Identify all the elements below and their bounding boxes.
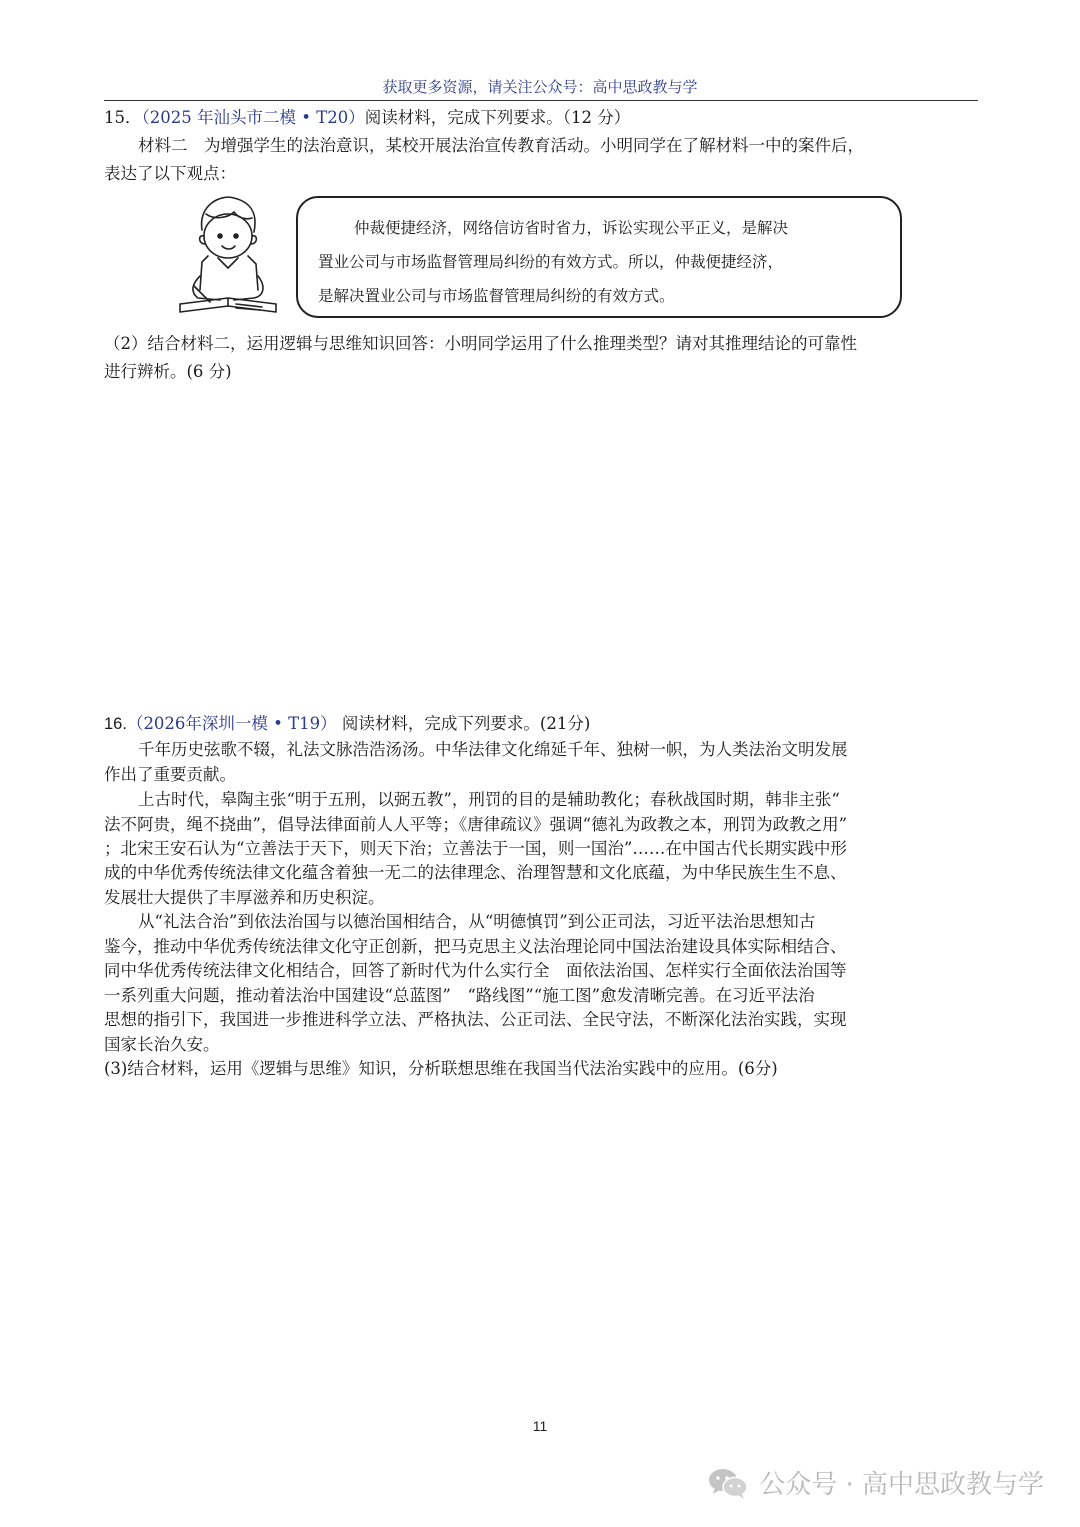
q16-number: 16.	[104, 715, 127, 733]
wechat-icon	[707, 1466, 749, 1500]
q16-p1-line-2: 作出了重要贡献。	[104, 765, 236, 784]
student-writing-illustration	[172, 190, 282, 320]
speech-bubble	[296, 196, 902, 318]
q16-p2-line-4: 成的中华优秀传统法律文化蕴含着独一无二的法律理念、治理智慧和文化底蕴，为中华民族生生不息、	[104, 863, 847, 882]
q16-p2-line-1: 上古时代，皋陶主张“明于五刑，以弼五教”，刑罚的目的是辅助教化；春秋战国时期，韩非主张“	[138, 790, 840, 809]
q16-p2-line-2: 法不阿贵，绳不挠曲”，倡导法律面前人人平等；《唐律疏议》强调“德礼为政教之本，刑罚为政教之用”	[104, 815, 848, 834]
q16-p2-line-3: ；北宋王安石认为“立善法于天下，则天下治；立善法于一国，则一国治”……在中国古代长期实践中形	[104, 839, 847, 858]
bubble-line-2: 置业公司与市场监督管理局纠纷的有效方式。所以，仲裁便捷经济，	[318, 253, 784, 271]
q16-p3-line-1: 从“礼法合治”到依法治国与以德治国相结合，从“明德慎罚”到公正司法，习近平法治思想知古	[138, 912, 816, 931]
q16-source: （2026年深圳一模 • T19）	[126, 714, 337, 733]
q16-p3-line-4: 一系列重大问题，推动着法治中国建设“总蓝图” “路线图”“施工图”愈发清晰完善。在习近平法治	[104, 986, 815, 1005]
bubble-line-3: 是解决置业公司与市场监督管理局纠纷的有效方式。	[318, 287, 675, 305]
q16-question: (3)结合材料，运用《逻辑与思维》知识，分析联想思维在我国当代法治实践中的应用。(6分)	[104, 1059, 778, 1078]
q16-instruction: 阅读材料，完成下列要求。(21分)	[336, 714, 591, 733]
q15-heading	[104, 106, 630, 130]
footer-watermark	[707, 1464, 1044, 1501]
q15-instruction: 阅读材料，完成下列要求。（12 分）	[364, 108, 631, 127]
bubble-line-1: 仲裁便捷经济，网络信访省时省力，诉讼实现公平正义，是解决	[354, 219, 789, 237]
header-banner: 获取更多资源，请关注公众号：高中思政教与学	[382, 78, 698, 96]
q15-source: （2025 年汕头市二模 • T20）	[141, 108, 365, 127]
page-number: 11	[532, 1418, 548, 1434]
q15-question-line-1: （2）结合材料二，运用逻辑与思维知识回答：小明同学运用了什么推理类型？请对其推理结论的可靠性	[104, 334, 857, 353]
q15-question-line-2: 进行辨析。(6 分)	[104, 362, 232, 381]
q15-number: 15．	[104, 108, 142, 127]
q16-heading	[104, 712, 590, 736]
q16-p1-line-1: 千年历史弦歌不辍，礼法文脉浩浩汤汤。中华法律文化绵延千年、独树一帜，为人类法治文明发展	[138, 740, 848, 759]
q16-p3-line-5: 思想的指引下，我国进一步推进科学立法、严格执法、公正司法、全民守法，不断深化法治实践，实现	[104, 1010, 847, 1029]
q16-p3-line-3: 同中华优秀传统法律文化相结合，回答了新时代为什么实行全 面依法治国、怎样实行全面依法治国等	[104, 961, 847, 980]
q15-material-line-2: 表达了以下观点：	[104, 164, 236, 183]
q16-p3-line-2: 鉴今，推动中华优秀传统法律文化守正创新，把马克思主义法治理论同中国法治建设具体实际相结合、	[104, 937, 847, 956]
q15-material-line-1: 材料二 为增强学生的法治意识，某校开展法治宣传教育活动。小明同学在了解材料一中的案件后，	[138, 136, 864, 155]
q16-p2-line-5: 发展壮大提供了丰厚滋养和历史积淀。	[104, 888, 385, 907]
header-rule	[104, 100, 978, 101]
footer-watermark-text: 公众号 · 高中思政教与学	[759, 1470, 1044, 1500]
q16-p3-line-6: 国家长治久安。	[104, 1035, 220, 1054]
